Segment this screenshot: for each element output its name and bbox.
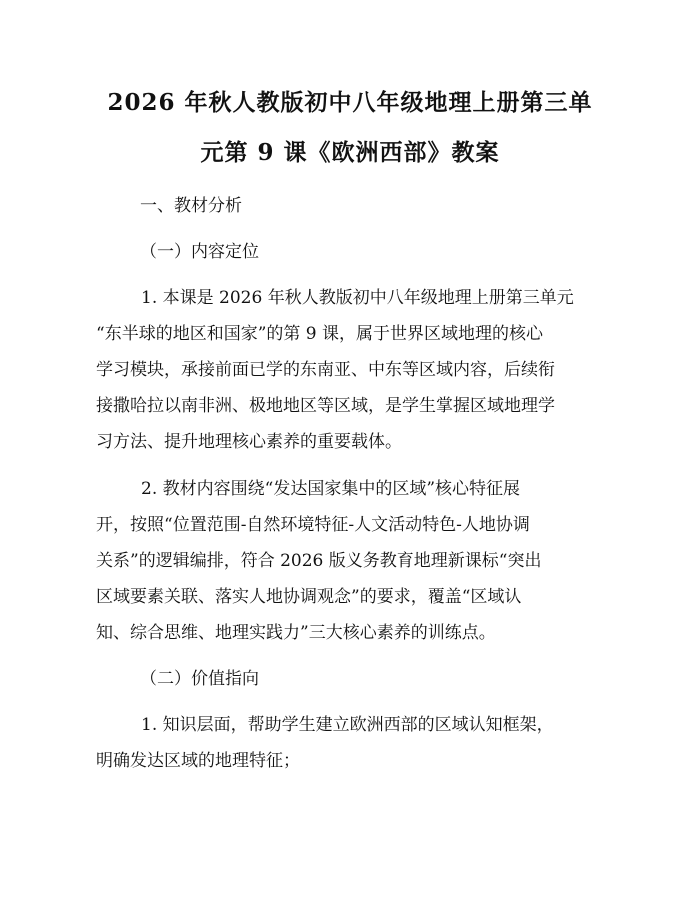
- paragraph-2-line-4: 区域要素关联、落实人地协调观念”的要求，覆盖“区域认: [96, 587, 522, 607]
- paragraph-2-line-3: 关系”的逻辑编排，符合 2026 版义务教育地理新课标“突出: [96, 551, 542, 571]
- document-title-line-2: 元第 9 课《欧洲西部》教案: [200, 139, 500, 166]
- paragraph-2-line-2: 开，按照“位置范围-自然环境特征-人文活动特色-人地协调: [96, 515, 530, 535]
- document-title-line-1: 2026 年秋人教版初中八年级地理上册第三单: [107, 89, 593, 116]
- subheading-content-positioning: （一）内容定位: [140, 242, 259, 262]
- paragraph-1-line-1: 1. 本课是 2026 年秋人教版初中八年级地理上册第三单元: [141, 288, 574, 308]
- paragraph-1-line-2: “东半球的地区和国家”的第 9 课，属于世界区域地理的核心: [96, 324, 544, 344]
- paragraph-3-line-2: 明确发达区域的地理特征；: [96, 751, 300, 771]
- paragraph-1-line-3: 学习模块，承接前面已学的东南亚、中东等区域内容，后续衔: [96, 360, 555, 380]
- paragraph-2-line-1: 2. 教材内容围绕“发达国家集中的区域”核心特征展: [141, 479, 521, 499]
- paragraph-1-line-4: 接撒哈拉以南非洲、极地地区等区域，是学生掌握区域地理学: [96, 396, 555, 416]
- paragraph-3-line-1: 1. 知识层面，帮助学生建立欧洲西部的区域认知框架，: [141, 715, 554, 735]
- subheading-value-orientation: （二）价值指向: [140, 669, 259, 689]
- paragraph-1-line-5: 习方法、提升地理核心素养的重要载体。: [96, 432, 402, 452]
- section-heading-textbook-analysis: 一、教材分析: [140, 196, 242, 216]
- paragraph-2-line-5: 知、综合思维、地理实践力”三大核心素养的训练点。: [96, 623, 496, 643]
